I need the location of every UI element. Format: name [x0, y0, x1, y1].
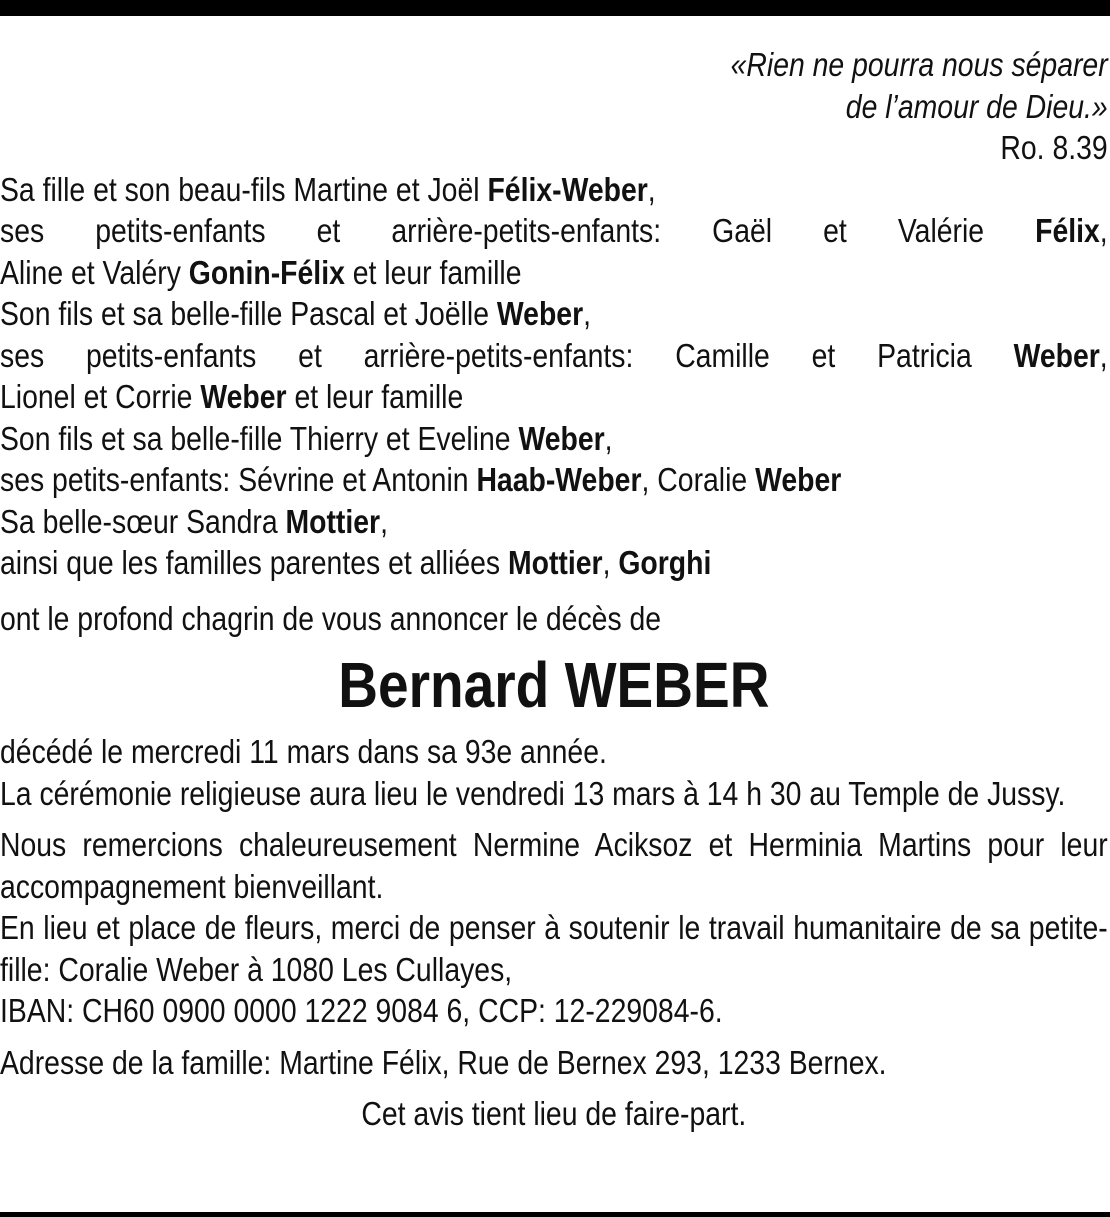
- family-line: ses petits-enfants et arrière-petits-enfants: Camille et Patricia Weber,: [0, 336, 1108, 374]
- obituary-notice: [0, 44, 1108, 1135]
- family-line: ainsi que les familles parentes et alliées Mottier, Gorghi: [0, 544, 712, 581]
- thanks-text: Nous remercions chaleureusement Nermine Aciksoz et Herminia Martins pour leur accompagnement bienveillant.: [0, 826, 1108, 905]
- bank-details: IBAN: CH60 0900 0000 1222 9084 6, CCP: 12-229084-6.: [0, 992, 723, 1029]
- top-rule: [0, 0, 1110, 16]
- family-line: Aline et Valéry Gonin-Félix et leur famille: [0, 253, 522, 291]
- family-line: ses petits-enfants: Sévrine et Antonin Haab-Weber, Coralie Weber: [0, 461, 842, 498]
- death-date-text: décédé le mercredi 11 mars dans sa 93e année.: [0, 733, 607, 770]
- deceased-name: Bernard WEBER: [338, 649, 770, 721]
- family-line: Sa belle-sœur Sandra Mottier,: [0, 502, 388, 540]
- footer-note: Cet avis tient lieu de faire-part.: [361, 1095, 747, 1132]
- quote-reference: Ro. 8.39: [1000, 129, 1108, 166]
- family-line: Lionel et Corrie Weber et leur famille: [0, 378, 464, 415]
- bible-quote: [0, 44, 1108, 169]
- donation-text: En lieu et place de fleurs, merci de penser à soutenir le travail humanitaire de sa petite-fille: Coralie Weber à 1080 Les Cullayes,: [0, 909, 1108, 988]
- quote-line-1: «Rien ne pourra nous séparer: [730, 46, 1108, 83]
- quote-line-2: de l’amour de Dieu.»: [845, 87, 1108, 125]
- family-line: Sa fille et son beau-fils Martine et Joël Félix-Weber,: [0, 170, 656, 208]
- family-line: Son fils et sa belle-fille Thierry et Eveline Weber,: [0, 419, 613, 457]
- family-address: Adresse de la famille: Martine Félix, Rue de Bernex 293, 1233 Bernex.: [0, 1043, 887, 1081]
- bottom-rule: [0, 1212, 1110, 1217]
- family-line: Son fils et sa belle-fille Pascal et Joëlle Weber,: [0, 295, 592, 332]
- ceremony-text: La cérémonie religieuse aura lieu le vendredi 13 mars à 14 h 30 au Temple de Jussy.: [0, 774, 1066, 812]
- announcement-text: ont le profond chagrin de vous annoncer le décès de: [0, 599, 662, 637]
- family-list: [0, 169, 1108, 584]
- family-line: ses petits-enfants et arrière-petits-enfants: Gaël et Valérie Félix,: [0, 212, 1108, 249]
